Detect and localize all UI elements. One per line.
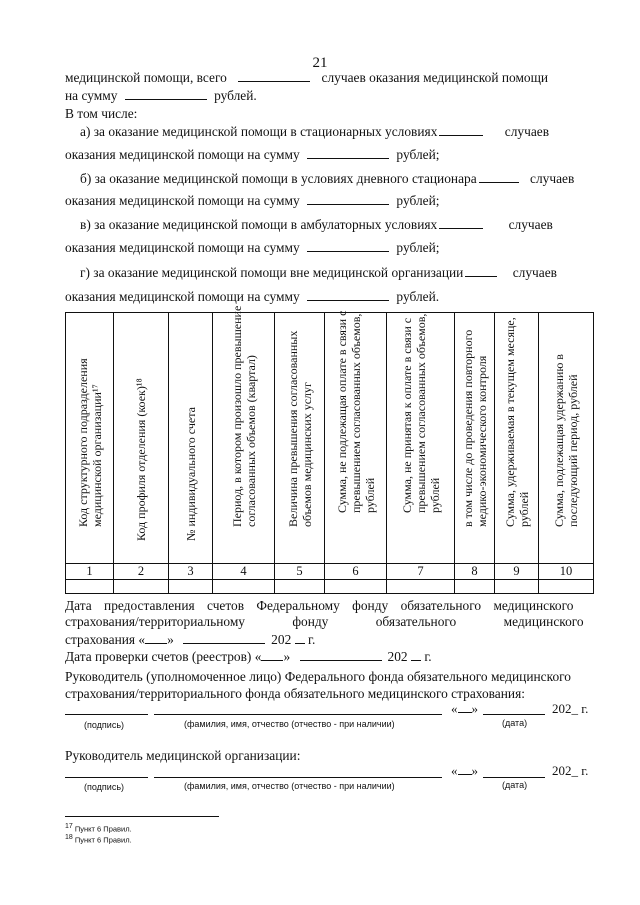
fund-date-quotes: « » [451,701,478,716]
header-cell: Код профиля отделения (коек)¹⁸ [114,313,169,564]
column-number: 8 [455,564,495,580]
column-number: 7 [387,564,455,580]
org-name-line [154,777,442,778]
date-check-line: Дата проверки счетов (реестров) « » 202 г. [65,649,432,664]
head-fund-line-2: страхования/территориального фонда обязательного медицинского страхования: [65,686,525,701]
fund-name-line [154,714,442,715]
org-signature-line [65,777,148,778]
column-number: 9 [495,564,539,580]
intro-line-2: на сумму рублей. [65,88,257,103]
header-cell: Код структурного подразделения медицинской организации¹⁷ [66,313,114,564]
header-cell: в том числе до проведения повторного медико-экономического контроля [455,313,495,564]
fund-year: 202_ г. [552,701,589,716]
footnote-17: $^{17}$ Пункт 6 Правил. [65,823,132,834]
head-fund-line-1: Руководитель (уполномоченное лицо) Федерального фонда обязательного медицинского [65,669,571,684]
item-b-line-1: б) за оказание медицинской помощи в условиях дневного стационара случаев [80,171,575,186]
header-cell: № индивидуального счета [169,313,213,564]
item-d-line-2: оказания медицинской помощи на сумму рублей. [65,289,440,304]
page-number: 21 [312,55,328,71]
org-caption-name: (фамилия, имя, отчество (отчество - при наличии) [184,781,395,791]
footnote-rule [65,816,219,817]
item-a-line-1: а) за оказание медицинской помощи в стационарных условиях случаев [80,124,550,139]
org-caption-date: (дата) [502,780,528,790]
org-caption-sign: (подпись) [84,782,125,792]
column-number: 6 [325,564,387,580]
date-submit-line-2: страхования/территориальному фонду обязательного медицинского [65,614,584,629]
column-number: 2 [114,564,169,580]
table-header-row [66,313,594,564]
column-number: 3 [169,564,213,580]
overrun-table [65,305,594,594]
item-a-line-2: оказания медицинской помощи на сумму рублей; [65,147,440,162]
head-org-title: Руководитель медицинской организации: [65,748,301,763]
footnote-18: $^{18}$ Пункт 6 Правил. [65,834,132,845]
column-number-row [66,564,594,580]
header-cell: Сумма, не принятая к оплате в связи с превышением согласованных объемов, рублей [387,313,455,564]
org-year: 202_ г. [552,763,589,778]
fund-caption-sign: (подпись) [84,720,125,730]
fund-caption-name: (фамилия, имя, отчество (отчество - при наличии) [184,719,395,729]
column-number: 5 [275,564,325,580]
item-c-line-1: в) за оказание медицинской помощи в амбулаторных условиях случаев [80,217,553,232]
column-number: 10 [539,564,594,580]
fund-caption-date: (дата) [502,718,528,728]
table-empty-row [66,580,594,594]
intro-line-3: В том числе: [65,106,138,121]
column-number: 4 [213,564,275,580]
header-cell: Сумма, не подлежащая оплате в связи с превышением согласованных объемов, рублей [325,313,387,564]
header-cell: Величина превышения согласованных объемов медицинских услуг [275,313,325,564]
date-submit-line-3: страхования « » 202 г. [65,632,316,647]
header-cell: Сумма, подлежащая удержанию в последующий период, рублей [539,313,594,564]
org-date-line [483,777,545,778]
date-submit-line-1: Дата предоставления счетов Федеральному фонду обязательного медицинского [65,598,574,613]
fund-signature-line [65,714,148,715]
column-number: 1 [66,564,114,580]
fund-date-line [483,714,545,715]
intro-line-1: медицинской помощи, всего случаев оказания медицинской помощи [65,70,549,85]
header-cell: Период, в котором произошло превышение согласованных объемов (квартал) [213,313,275,564]
item-d-line-1: г) за оказание медицинской помощи вне медицинской организации случаев [80,265,557,280]
item-c-line-2: оказания медицинской помощи на сумму рублей; [65,240,440,255]
item-b-line-2: оказания медицинской помощи на сумму рублей; [65,193,440,208]
org-date-quotes: « » [451,763,478,778]
header-cell: Сумма, удерживаемая в текущем месяце, рублей [495,313,539,564]
